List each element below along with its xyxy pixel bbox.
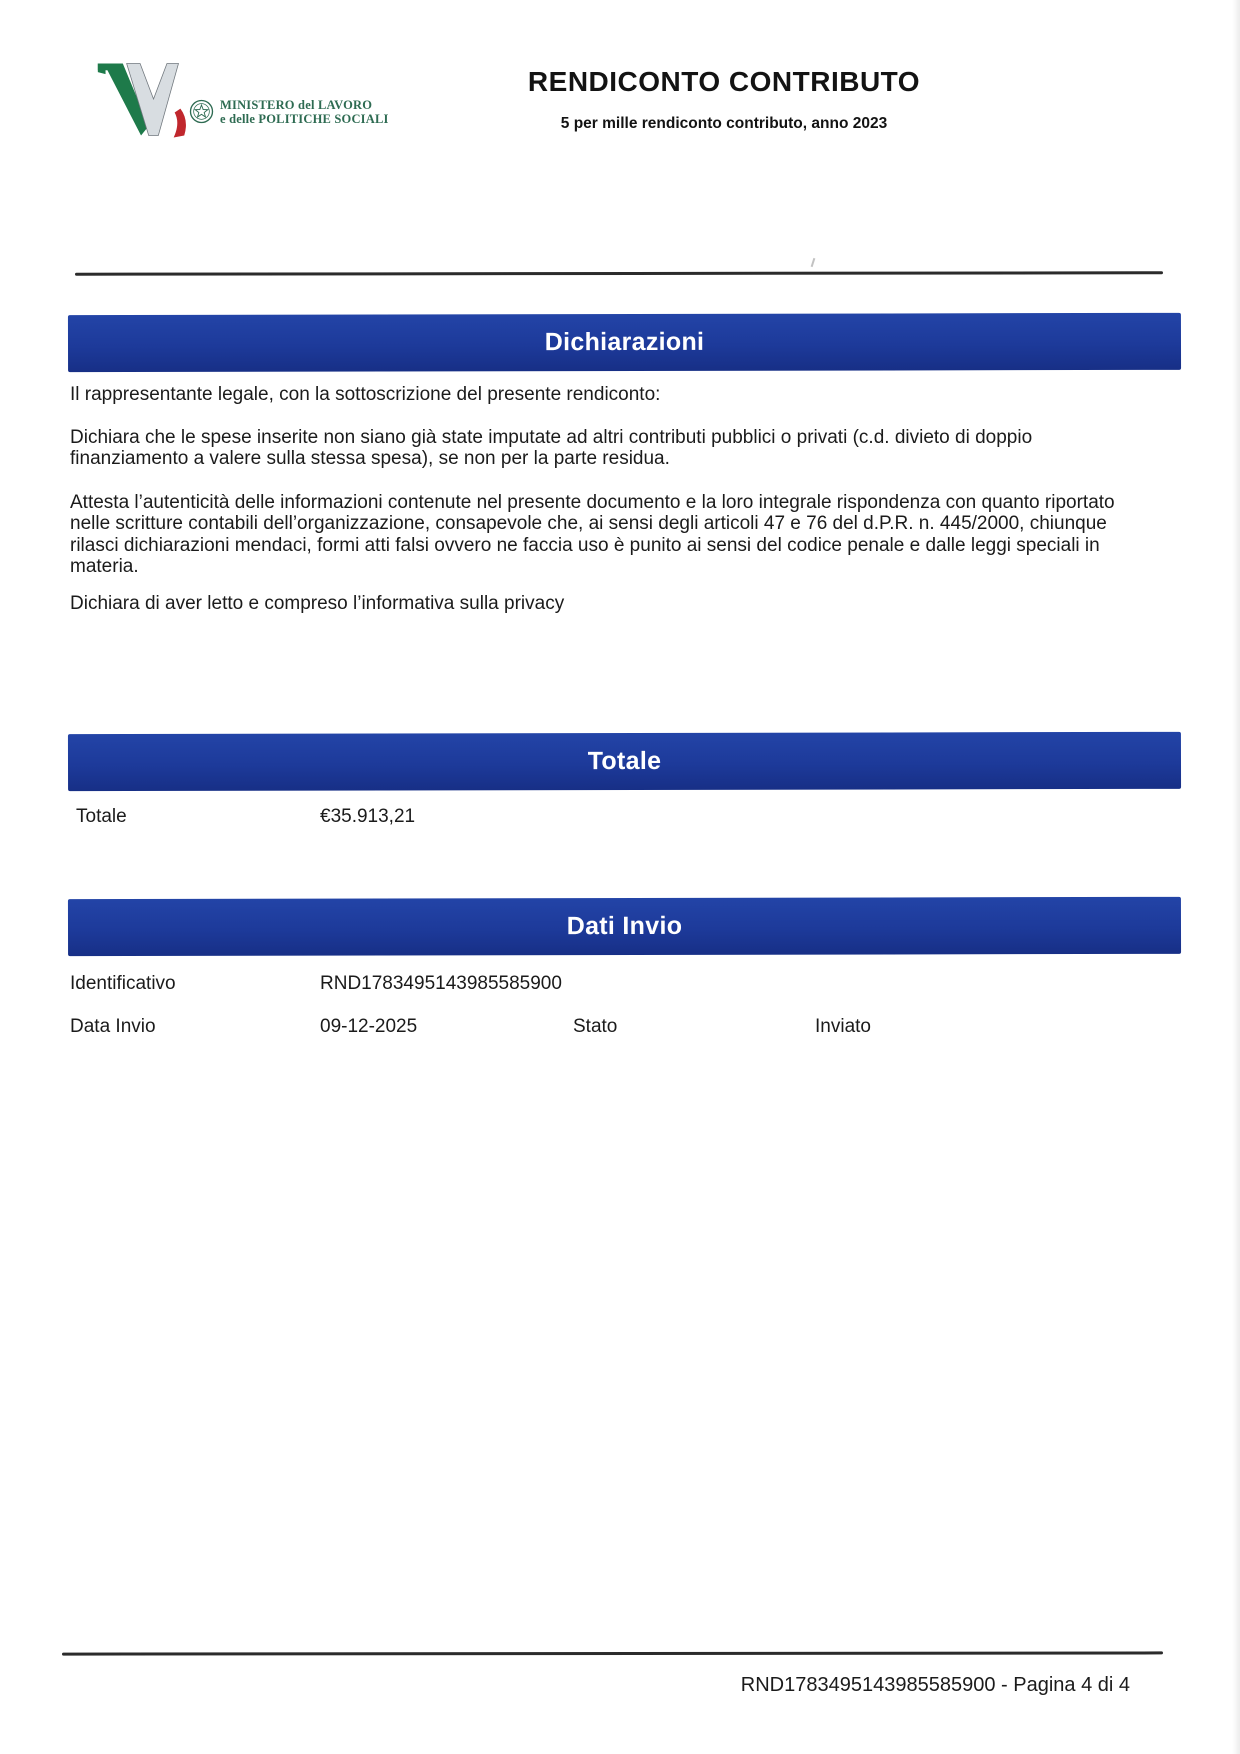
ministry-name-line1: MINISTERO del LAVORO	[220, 98, 373, 112]
dichiarazioni-body	[70, 384, 1150, 614]
data-invio-value: 09-12-2025	[320, 1016, 418, 1037]
identificativo-label: Identificativo	[70, 973, 176, 994]
paragraph-autenticita: Attesta l’autenticità delle informazioni contenute nel presente documento e la loro integrale rispondenza con quanto riportato nelle scritture contabili dell’organizzazione, consapevole che, ai sensi degli articoli 47 e 76 del d.P.R. n. 445/2000, chiunque rilasci dichiarazioni mendaci, formi atti falsi ovvero ne faccia uso è punito ai sensi del codice penale e dalle leggi speciali in materia.	[70, 491, 1115, 577]
paragraph-doppio-finanziamento: Dichiara che le spese inserite non siano già state imputate ad altri contributi pubblici o privati (c.d. divieto di doppio finanziamento a valere sulla stessa spesa), se non per la parte residua.	[70, 426, 1033, 469]
page-title: RENDICONTO CONTRIBUTO	[527, 66, 921, 97]
section-header-dichiarazioni: Dichiarazioni	[68, 313, 1181, 372]
italy-emblem-icon	[189, 99, 214, 124]
data-invio-label: Data Invio	[70, 1016, 156, 1037]
footer-divider-line	[62, 1651, 1163, 1655]
paragraph-intro: Il rappresentante legale, con la sottoscrizione del presente rendiconto:	[70, 384, 661, 405]
section-header-dati-invio: Dati Invio	[68, 897, 1181, 956]
paragraph-privacy: Dichiara di aver letto e compreso l’informativa sulla privacy	[70, 592, 565, 614]
totale-value: €35.913,21	[320, 806, 416, 827]
ministry-name	[220, 98, 389, 126]
identificativo-value: RND1783495143985585900	[320, 973, 562, 994]
scan-artifact	[811, 258, 816, 267]
section-header-totale: Totale	[68, 732, 1181, 791]
page-subtitle: 5 per mille rendiconto contributo, anno 2023	[560, 115, 888, 132]
ministry-name-line2: e delle POLITICHE SOCIALI	[220, 112, 389, 126]
page-footer: RND1783495143985585900 - Pagina 4 di 4	[740, 1674, 1130, 1696]
stato-label: Stato	[573, 1016, 618, 1037]
header-divider-line	[75, 271, 1163, 276]
totale-label: Totale	[76, 806, 127, 827]
ministry-logo-m-icon	[94, 60, 190, 140]
stato-value: Inviato	[815, 1016, 871, 1037]
